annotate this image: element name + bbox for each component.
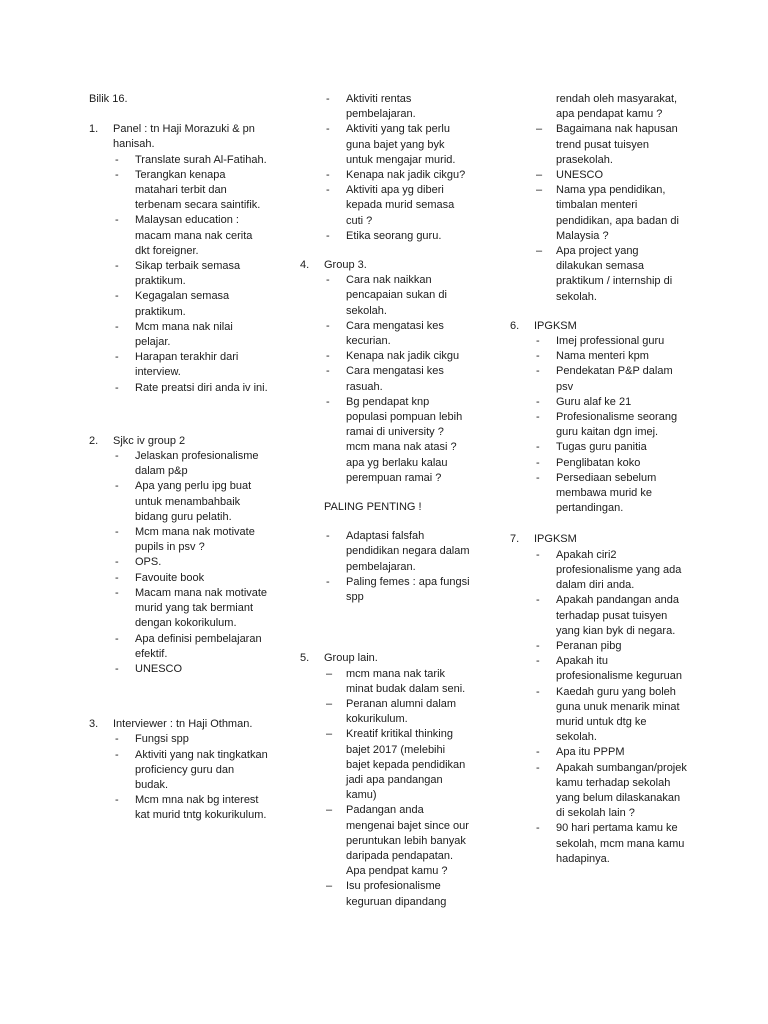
question-list <box>89 732 269 823</box>
question-list <box>89 153 269 396</box>
bullet: - <box>326 169 330 182</box>
bullet: - <box>326 575 330 588</box>
bullet: – <box>326 667 333 680</box>
bullet: - <box>536 350 540 363</box>
bullet: - <box>115 320 119 333</box>
bullet: - <box>115 632 119 645</box>
section-heading <box>510 319 688 334</box>
list-item <box>89 381 269 396</box>
section-title: Panel : tn Haji Morazuki & pn hanisah. <box>113 123 255 151</box>
item-text: Peranan pibg <box>556 639 622 652</box>
list-item <box>300 122 470 168</box>
list-item <box>300 395 470 486</box>
bullet: – <box>326 697 333 710</box>
section-5 <box>300 651 470 909</box>
item-text: OPS. <box>135 556 162 569</box>
bullet: - <box>115 748 119 761</box>
bullet: - <box>326 319 330 332</box>
section-heading <box>89 434 269 449</box>
item-text: Malaysan education : macam mana nak cerita dkt foreigner. <box>135 214 253 257</box>
bullet: - <box>115 794 119 807</box>
section-number: 6. <box>510 319 520 332</box>
bullet: - <box>115 733 119 746</box>
section-1 <box>89 122 269 396</box>
column-3 <box>510 92 688 891</box>
bullet: - <box>536 441 540 454</box>
list-item <box>510 349 688 364</box>
item-text: Cara mengatasi kes kecurian. <box>346 319 444 348</box>
list-item <box>300 183 470 229</box>
item-text: Peranan alumni dalam kokurikulum. <box>346 697 457 726</box>
list-item <box>510 122 688 168</box>
item-text: Macam mana nak motivate murid yang tak bermiant dengan kokorikulum. <box>135 586 268 630</box>
item-text: Mcm mana nak motivate pupils in psv ? <box>135 526 255 554</box>
bullet: - <box>536 365 540 378</box>
item-text: UNESCO <box>556 169 604 182</box>
section-title: IPGKSM <box>534 533 577 546</box>
list-item <box>89 632 269 662</box>
section-title: IPGKSM <box>534 319 577 332</box>
list-item <box>300 697 470 727</box>
item-text: Aktiviti yang nak tingkatkan proficiency guru dan budak. <box>135 748 268 791</box>
item-text: Apa definisi pembelajaran efektif. <box>135 632 262 660</box>
page-heading: Bilik 16. <box>89 93 128 105</box>
bullet: - <box>536 395 540 408</box>
bullet: - <box>115 526 119 539</box>
section-title: Group 3. <box>324 259 367 272</box>
list-item <box>300 667 470 697</box>
item-text: Kegagalan semasa praktikum. <box>135 290 230 318</box>
item-text: Apakah pandangan anda terhadap pusat tuisyen yang kian byk di negara. <box>556 594 679 637</box>
list-item <box>89 168 269 214</box>
item-text: Apa project yang dilakukan semasa praktikum / internship di sekolah. <box>556 245 673 303</box>
list-item <box>510 183 688 244</box>
list-item <box>510 471 688 517</box>
section-number: 2. <box>89 434 99 447</box>
question-list <box>510 548 688 867</box>
item-text: Mcm mna nak bg interest kat murid tntg kokurikulum. <box>135 794 267 822</box>
list-item <box>300 529 470 575</box>
section-6 <box>510 319 688 517</box>
list-item <box>510 168 688 183</box>
bullet: – <box>536 245 543 258</box>
bullet: - <box>115 168 119 181</box>
list-item <box>510 410 688 440</box>
bullet: - <box>536 594 540 607</box>
list-item <box>300 364 470 394</box>
column-2 <box>300 92 470 934</box>
list-item <box>89 350 269 380</box>
bullet: - <box>115 450 119 463</box>
bullet: - <box>536 548 540 561</box>
list-item <box>510 440 688 455</box>
item-text: Nama menteri kpm <box>556 350 649 363</box>
item-text: Apakah itu profesionalisme keguruan <box>556 655 682 683</box>
item-text: Padangan anda mengenai bajet since our peruntukan lebih banyak daripada pendapatan. Apa pendpat kamu ? <box>346 804 469 878</box>
list-item <box>89 793 269 823</box>
list-item <box>89 289 269 319</box>
bullet: – <box>536 123 543 136</box>
section-heading <box>300 258 470 273</box>
list-item <box>300 319 470 349</box>
list-item <box>300 349 470 364</box>
list-item <box>510 364 688 394</box>
bullet: - <box>326 93 330 105</box>
item-text: Nama ypa pendidikan, timbalan menteri pendidikan, apa badan di Malaysia ? <box>556 184 679 242</box>
list-item <box>89 555 269 570</box>
list-item <box>510 639 688 654</box>
item-text: Mcm mana nak nilai pelajar. <box>135 320 233 349</box>
item-text: Translate surah Al-Fatihah. <box>135 153 267 166</box>
bullet: - <box>326 365 330 378</box>
section-heading <box>89 717 269 732</box>
section-heading <box>89 122 269 152</box>
item-text: mcm mana nak tarik minat budak dalam seni. <box>346 667 466 695</box>
list-item <box>510 244 688 305</box>
section-number: 4. <box>300 259 310 272</box>
list-item <box>89 213 269 259</box>
question-list <box>510 334 688 516</box>
item-text: Profesionalisme seorang guru kaitan dgn imej. <box>556 411 678 439</box>
list-item <box>510 334 688 349</box>
list-item <box>510 761 688 822</box>
list-item <box>300 168 470 183</box>
question-list <box>300 273 470 486</box>
list-item <box>89 525 269 555</box>
item-text: Rate preatsi diri anda iv ini. <box>135 381 268 394</box>
list-item <box>89 571 269 586</box>
item-text: Guru alaf ke 21 <box>556 395 632 408</box>
bullet: - <box>115 381 119 394</box>
list-item <box>89 449 269 479</box>
important-list <box>300 529 470 605</box>
item-text: Aktiviti yang tak perlu guna bajet yang byk untuk mengajar murid. <box>346 123 456 166</box>
item-text: Bagaimana nak hapusan trend pusat tuisyen prasekolah. <box>556 123 678 166</box>
list-item <box>300 879 470 909</box>
list-item <box>510 456 688 471</box>
item-text: Apakah sumbangan/projek kamu terhadap sekolah yang belum dilaskanakan di sekolah lain ? <box>556 761 687 820</box>
paling-penting-heading: PALING PENTING ! <box>324 501 422 514</box>
section-number: 1. <box>89 123 99 136</box>
question-list-continued <box>510 122 688 304</box>
bullet: - <box>115 260 119 273</box>
bullet: - <box>326 274 330 287</box>
item-text: Cara nak naikkan pencapaian sukan di sekolah. <box>346 274 447 317</box>
section-4 <box>300 258 470 605</box>
item-text: Kenapa nak jadik cikgu? <box>346 169 466 182</box>
list-item <box>300 575 470 605</box>
list-item <box>300 229 470 244</box>
bullet: - <box>326 123 330 136</box>
item-text: 90 hari pertama kamu ke sekolah, mcm mana kamu hadapinya. <box>556 822 685 865</box>
item-text: Apakah ciri2 profesionalisme yang ada dalam diri anda. <box>556 548 682 592</box>
item-text: Fungsi spp <box>135 733 189 746</box>
list-item <box>89 586 269 632</box>
list-item <box>300 803 470 879</box>
bullet: - <box>115 571 119 584</box>
bullet: - <box>536 471 540 484</box>
bullet: - <box>536 822 540 835</box>
list-item <box>89 732 269 747</box>
list-item <box>300 92 470 122</box>
bullet: – <box>326 728 333 741</box>
item-text: Kenapa nak jadik cikgu <box>346 350 460 363</box>
section-7 <box>510 532 688 866</box>
question-list <box>300 667 470 910</box>
item-text: Persediaan sebelum membawa murid ke pertandingan. <box>556 471 657 515</box>
question-list <box>89 449 269 677</box>
bullet: - <box>115 556 119 569</box>
list-item <box>510 548 688 594</box>
item-text: Sikap terbaik semasa praktikum. <box>135 260 241 288</box>
list-item <box>300 727 470 803</box>
item-text: Etika seorang guru. <box>346 229 442 242</box>
section-number: 3. <box>89 718 99 731</box>
bullet: - <box>115 290 119 303</box>
list-item <box>300 273 470 319</box>
item-text: Pendekatan P&P dalam psv <box>556 365 673 393</box>
section-number: 7. <box>510 533 520 546</box>
section-title: Group lain. <box>324 652 378 665</box>
bullet: - <box>326 184 330 197</box>
bullet: - <box>326 229 330 242</box>
bullet: - <box>536 685 540 698</box>
bullet: - <box>536 639 540 652</box>
question-list-continued <box>300 92 470 244</box>
list-item <box>89 479 269 525</box>
list-item <box>510 685 688 746</box>
list-item <box>510 593 688 639</box>
bullet: - <box>326 395 330 408</box>
list-item <box>89 662 269 677</box>
bullet: – <box>326 804 333 817</box>
bullet: - <box>536 411 540 424</box>
section-heading <box>510 532 688 547</box>
section-title: Interviewer : tn Haji Othman. <box>113 718 253 731</box>
bullet: - <box>115 586 119 599</box>
section-heading <box>300 651 470 666</box>
item-text: Jelaskan profesionalisme dalam p&p <box>135 450 259 478</box>
bullet: - <box>536 746 540 759</box>
item-text: Kaedah guru yang boleh guna unuk menarik minat murid untuk dtg ke sekolah. <box>556 685 680 744</box>
item-text: Bg pendapat knp populasi pompuan lebih ramai di university ? mcm mana nak atasi ? apa yg berlaku kalau perempuan ramai ? <box>346 395 463 484</box>
item-text: rendah oleh masyarakat, apa pendapat kamu ? <box>556 93 678 121</box>
item-text: Isu profesionalisme keguruan dipandang <box>346 880 447 908</box>
bullet: – <box>326 880 333 893</box>
item-text: Harapan terakhir dari interview. <box>135 351 239 379</box>
bullet: - <box>536 761 540 774</box>
bullet: – <box>536 169 543 182</box>
list-item <box>89 153 269 168</box>
item-text: Aktiviti rentas pembelajaran. <box>346 93 416 121</box>
item-text: Apa yang perlu ipg buat untuk menambahbaik bidang guru pelatih. <box>135 480 252 523</box>
bullet: - <box>115 480 119 493</box>
item-text: Terangkan kenapa matahari terbit dan terbenam secara saintifik. <box>135 168 261 212</box>
item-text: Apa itu PPPM <box>556 746 625 759</box>
section-3 <box>89 717 269 823</box>
item-text: Aktiviti apa yg diberi kepada murid semasa cuti ? <box>346 184 455 227</box>
list-item <box>89 748 269 794</box>
bullet: - <box>115 662 119 675</box>
item-text: Adaptasi falsfah pendidikan negara dalam pembelajaran. <box>346 530 470 573</box>
bullet: - <box>115 351 119 364</box>
item-text: Penglibatan koko <box>556 456 641 469</box>
item-text: Kreatif kritikal thinking bajet 2017 (melebihi bajet kepada pendidikan jadi apa pandangan kamu) <box>346 728 466 802</box>
bullet: - <box>326 350 330 363</box>
item-text: Imej professional guru <box>556 335 665 348</box>
bullet: - <box>536 655 540 668</box>
list-item <box>510 745 688 760</box>
item-text: Paling femes : apa fungsi spp <box>346 575 470 604</box>
continued-text <box>510 92 688 122</box>
list-item <box>510 821 688 867</box>
list-item <box>510 395 688 410</box>
section-title: Sjkc iv group 2 <box>113 434 186 447</box>
bullet: - <box>536 335 540 348</box>
item-text: Tugas guru panitia <box>556 441 647 454</box>
bullet: - <box>536 456 540 469</box>
bullet: - <box>115 214 119 227</box>
bullet: - <box>326 530 330 543</box>
list-item <box>89 320 269 350</box>
item-text: Cara mengatasi kes rasuah. <box>346 365 444 393</box>
bullet: – <box>536 184 543 197</box>
item-text: Favouite book <box>135 571 205 584</box>
column-1 <box>89 92 269 848</box>
bullet: - <box>115 153 119 166</box>
section-2 <box>89 434 269 677</box>
list-item <box>89 259 269 289</box>
section-number: 5. <box>300 652 310 665</box>
list-item <box>510 654 688 684</box>
item-text: UNESCO <box>135 662 183 675</box>
